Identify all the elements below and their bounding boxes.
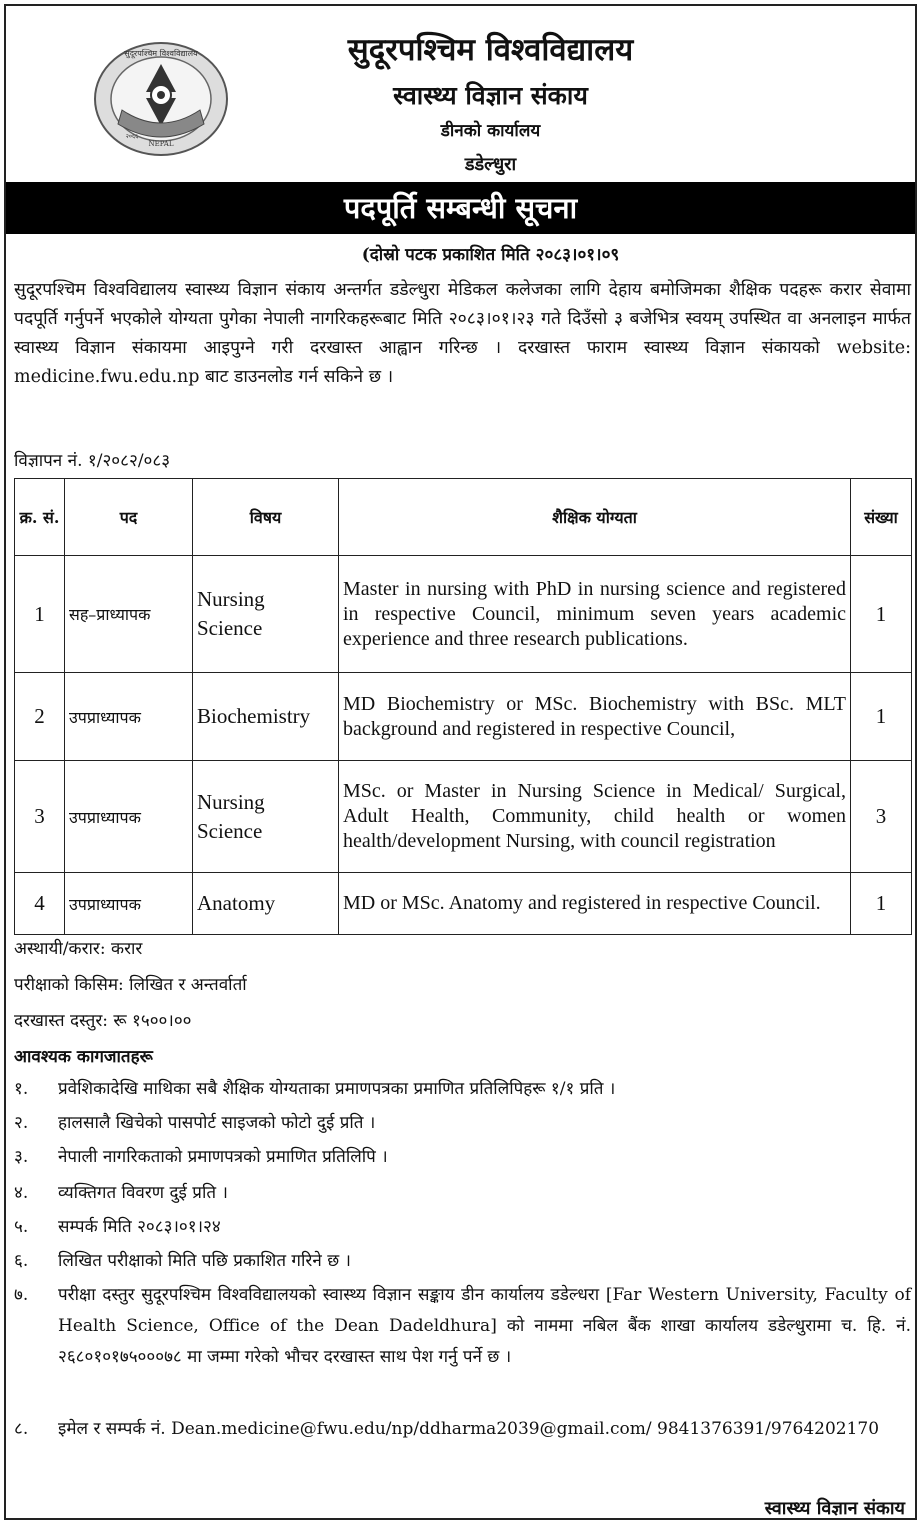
row-post: सह–प्राध्यापक	[65, 556, 193, 673]
list-item-text: हालसालै खिचेको पासपोर्ट साइजको फोटो दुई प्रति ।	[58, 1113, 376, 1133]
list-item	[14, 1212, 911, 1243]
row-post: उपप्राध्यापक	[65, 761, 193, 873]
svg-text:NEPAL: NEPAL	[148, 140, 174, 148]
employment-type: अस्थायी/करार: करार	[14, 939, 143, 959]
row-subject: Nursing Science	[193, 556, 339, 673]
row-count: 1	[851, 873, 912, 935]
list-item-number: ३.	[14, 1147, 29, 1167]
office-location: डडेल्धुरा	[464, 154, 517, 175]
row-subject: Anatomy	[193, 873, 339, 935]
svg-text:सुदूरपश्चिम विश्वविद्यालय: सुदूरपश्चिम विश्वविद्यालय	[124, 49, 198, 58]
documents-title: आवश्यक कागजातहरू	[14, 1047, 153, 1067]
list-item	[14, 1142, 911, 1173]
table-row	[15, 556, 912, 673]
notice-frame	[4, 4, 917, 1520]
list-item-number: १.	[14, 1079, 29, 1099]
row-sn: 3	[15, 761, 65, 873]
list-item-number: ५.	[14, 1217, 29, 1237]
list-item-text: इमेल र सम्पर्क नं. Dean.medicine@fwu.edu/np/ddharma2039@gmail.com/ 9841376391/9764202170	[58, 1419, 880, 1439]
list-item-number: ८.	[14, 1419, 29, 1439]
vacancy-table	[14, 478, 912, 935]
list-item	[14, 1108, 911, 1139]
list-item	[14, 1178, 911, 1209]
exam-type: परीक्षाको किसिम: लिखित र अन्तर्वार्ता	[14, 975, 247, 995]
list-item-text: सम्पर्क मिति २०८३।०१।२४	[58, 1217, 221, 1237]
signature: स्वास्थ्य विज्ञान संकाय	[764, 1498, 905, 1519]
row-sn: 1	[15, 556, 65, 673]
publish-date: (दोस्रो पटक प्रकाशित मिति २०८३।०१।०९	[361, 245, 620, 265]
faculty-name: स्वास्थ्य विज्ञान संकाय	[393, 81, 588, 110]
header-subject: विषय	[193, 479, 339, 556]
list-item-number: ४.	[14, 1183, 29, 1203]
list-item-number: ६.	[14, 1251, 29, 1271]
header-qualification: शैक्षिक योग्यता	[339, 479, 851, 556]
list-item	[14, 1414, 911, 1445]
table-row	[15, 873, 912, 935]
row-post: उपप्राध्यापक	[65, 873, 193, 935]
list-item	[14, 1074, 911, 1105]
list-item-text: लिखित परीक्षाको मिति पछि प्रकाशित गरिने छ ।	[58, 1251, 351, 1271]
office-name: डीनको कार्यालय	[440, 121, 541, 141]
list-item-text: व्यक्तिगत विवरण दुई प्रति ।	[58, 1183, 228, 1203]
row-qualification: MSc. or Master in Nursing Science in Medical/ Surgical, Adult Health, Community, child health or women health/development Nursing, with council registration	[339, 761, 851, 873]
row-sn: 2	[15, 673, 65, 761]
list-item	[14, 1246, 911, 1277]
row-subject: Biochemistry	[193, 673, 339, 761]
list-item-text: प्रवेशिकादेखि माथिका सबै शैक्षिक योग्यताका प्रमाणपत्रका प्रमाणित प्रतिलिपिहरू १/१ प्रति ।	[58, 1079, 616, 1099]
row-count: 1	[851, 673, 912, 761]
header-count: संख्या	[851, 479, 912, 556]
list-item-number: २.	[14, 1113, 29, 1133]
advertisement-number: विज्ञापन नं. १/२०८२/०८३	[14, 451, 171, 471]
svg-text:२०६६: २०६६	[125, 133, 139, 140]
row-qualification: Master in nursing with PhD in nursing science and registered in respective Council, minimum seven years academic experience and three research publications.	[339, 556, 851, 673]
row-count: 1	[851, 556, 912, 673]
row-subject: Nursing Science	[193, 761, 339, 873]
table-header-row	[15, 479, 912, 556]
notice-title: पदपूर्ति सम्बन्धी सूचना	[6, 182, 915, 234]
row-qualification: MD Biochemistry or MSc. Biochemistry with BSc. MLT background and registered in respective Council,	[339, 673, 851, 761]
intro-paragraph: सुदूरपश्चिम विश्वविद्यालय स्वास्थ्य विज्ञान संकाय अन्तर्गत डडेल्धुरा मेडिकल कलेजका लागि देहाय बमोजिमका शैक्षिक पदहरू करार सेवामा पदपूर्ति गर्नुपर्ने भएकोले योग्यता पुगेका नेपाली नागरिकहरूबाट मिति २०८३।०१।२३ गते दिउँसो ३ बजेभित्र स्वयम् उपस्थित वा अनलाइन मार्फत स्वास्थ्य विज्ञान संकायमा आइपुग्ने गरी दरखास्त आह्वान गरिन्छ । दरखास्त फाराम स्वास्थ्य विज्ञान संकायको website: medicine.fwu.edu.np बाट डाउनलोड गर्न सकिने छ ।	[14, 280, 911, 387]
application-fee: दरखास्त दस्तुर: रू १५००।००	[14, 1011, 192, 1031]
table-row	[15, 673, 912, 761]
university-name: सुदूरपश्चिम विश्वविद्यालय	[347, 32, 634, 68]
row-qualification: MD or MSc. Anatomy and registered in respective Council.	[339, 873, 851, 935]
table-row	[15, 761, 912, 873]
header-sn: क्र. सं.	[15, 479, 65, 556]
list-item-number: ७.	[14, 1285, 29, 1305]
header-post: पद	[65, 479, 193, 556]
notice-header	[6, 6, 915, 184]
row-sn: 4	[15, 873, 65, 935]
row-count: 3	[851, 761, 912, 873]
list-item	[14, 1280, 911, 1373]
list-item-text: परीक्षा दस्तुर सुदूरपश्चिम विश्वविद्यालयको स्वास्थ्य विज्ञान सङ्काय डीन कार्यालय डडेल्धरा [Far Western University, Faculty of Health Science, Office of the Dean Dadeldhura] को नाममा नबिल बैंक शाखा कार्यालय डडेल्धुरामा च. हि. नं. २६८०१०१७५०००७८ मा जम्मा गरेको भौचर दरखास्त साथ पेश गर्नु पर्ने छ ।	[58, 1285, 911, 1367]
row-post: उपप्राध्यापक	[65, 673, 193, 761]
list-item-text: नेपाली नागरिकताको प्रमाणपत्रको प्रमाणित प्रतिलिपि ।	[58, 1147, 388, 1167]
